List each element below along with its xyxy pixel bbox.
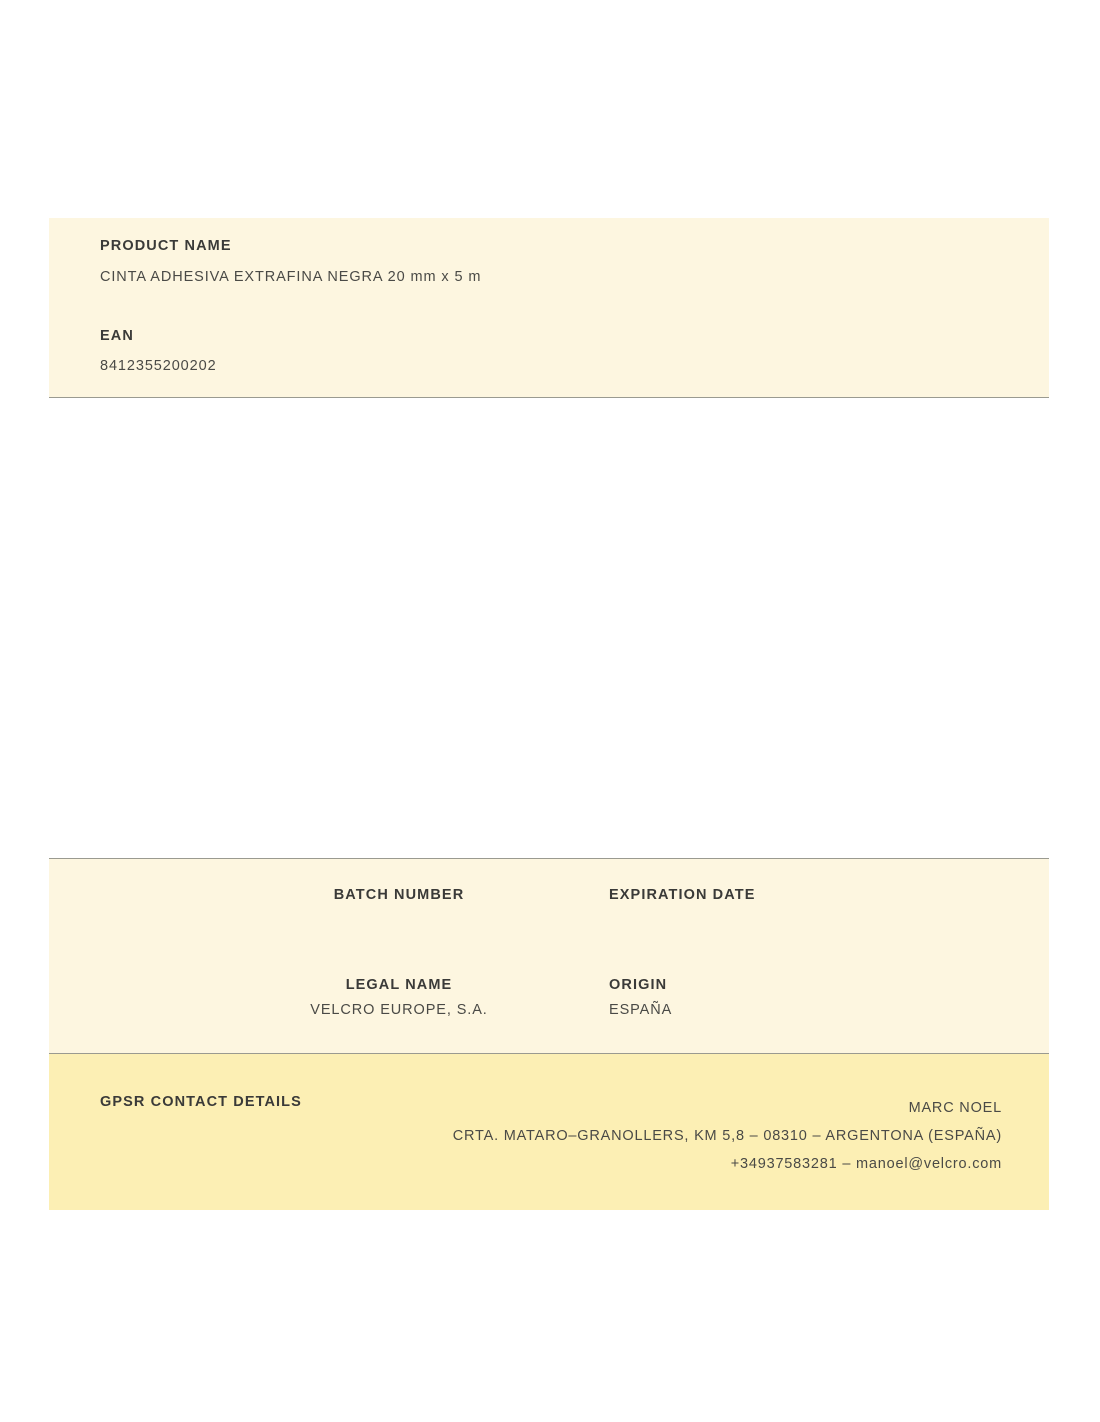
product-name-value: CINTA ADHESIVA EXTRAFINA NEGRA 20 mm x 5 m: [100, 269, 482, 285]
batch-number-cell: [229, 887, 569, 929]
batch-number-label: BATCH NUMBER: [333, 887, 465, 903]
batch-number-value: [229, 912, 569, 929]
origin-label: ORIGIN: [609, 977, 668, 993]
product-info-block: [49, 218, 1049, 398]
origin-cell: [609, 977, 949, 1019]
expiration-date-value: [609, 912, 949, 929]
expiration-date-label: EXPIRATION DATE: [609, 887, 756, 903]
gpsr-contact-phone-email: +34937583281 – manoel@velcro.com: [730, 1156, 1002, 1172]
legal-name-label: LEGAL NAME: [345, 977, 453, 993]
gpsr-contact-block: [49, 1054, 1049, 1210]
product-name-label: PRODUCT NAME: [100, 238, 232, 254]
ean-value: 8412355200202: [100, 358, 217, 374]
gpsr-contact-lines: [453, 1094, 1002, 1178]
gpsr-contact-name: MARC NOEL: [908, 1100, 1002, 1116]
legal-name-cell: [229, 977, 569, 1019]
expiration-date-cell: [609, 887, 949, 929]
legal-name-value: VELCRO EUROPE, S.A.: [310, 1002, 488, 1018]
gpsr-contact-address: CRTA. MATARO–GRANOLLERS, KM 5,8 – 08310 – ARGENTONA (ESPAÑA): [452, 1128, 1002, 1144]
product-details-block: [49, 858, 1049, 1054]
origin-value: ESPAÑA: [609, 1002, 673, 1018]
blank-content-area: [49, 398, 1049, 858]
gpsr-contact-label: GPSR CONTACT DETAILS: [100, 1094, 302, 1110]
ean-label: EAN: [100, 328, 134, 344]
